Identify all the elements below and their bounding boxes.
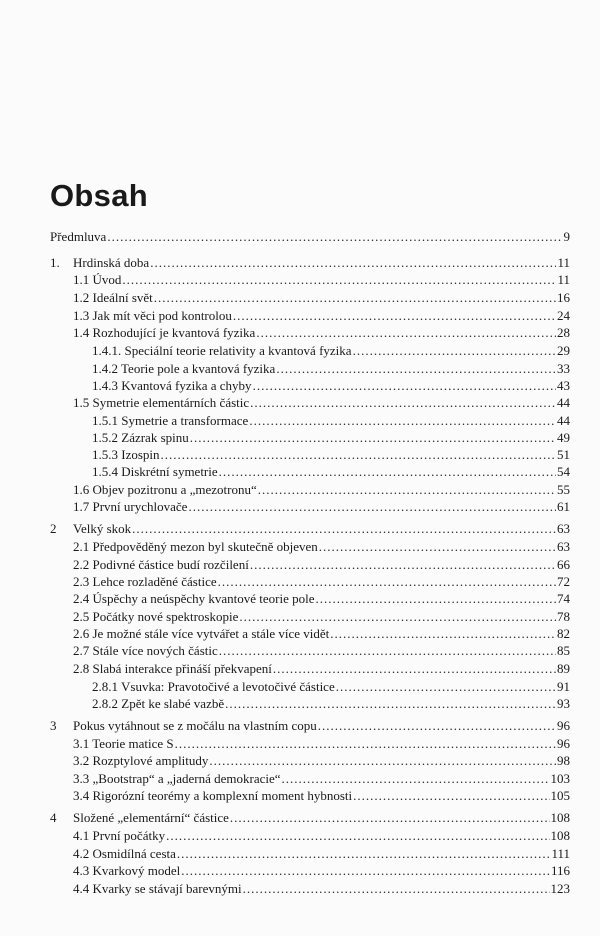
- toc-entry[interactable]: [0, 735, 600, 753]
- chapter-number: 3: [50, 718, 57, 733]
- toc-entry[interactable]: [0, 412, 600, 430]
- page-title: Obsah: [50, 178, 148, 213]
- toc-entry[interactable]: [0, 360, 600, 378]
- page-number: 33: [557, 361, 570, 376]
- toc-entry[interactable]: [0, 556, 600, 574]
- page-number: 24: [557, 308, 570, 323]
- dot-leader: [319, 538, 556, 556]
- entry-title: 1.6 Objev pozitronu a „mezotronu“: [73, 482, 257, 497]
- page-number: 16: [557, 290, 570, 305]
- toc-entry[interactable]: [0, 394, 600, 412]
- toc-entry[interactable]: [0, 446, 600, 464]
- dot-leader: [209, 752, 556, 770]
- page-number: 49: [557, 430, 570, 445]
- page-number: 74: [557, 591, 570, 606]
- toc-entry[interactable]: [0, 342, 600, 360]
- entry-title: 1.1 Úvod: [73, 272, 122, 287]
- dot-leader: [336, 678, 556, 696]
- entry-title: 4.4 Kvarky se stávají barevnými: [73, 881, 242, 896]
- toc-entry[interactable]: [0, 429, 600, 447]
- page-number: 51: [557, 447, 570, 462]
- page-number: 96: [557, 718, 570, 733]
- toc-entry[interactable]: [0, 752, 600, 770]
- toc-entry[interactable]: [0, 625, 600, 643]
- dot-leader: [353, 342, 556, 360]
- page-number: 98: [557, 753, 570, 768]
- page-number: 72: [557, 574, 570, 589]
- dot-leader: [107, 228, 562, 246]
- dot-leader: [353, 787, 549, 805]
- dot-leader: [132, 520, 556, 538]
- entry-title: 2.8.2 Zpět ke slabé vazbě: [92, 696, 225, 711]
- dot-leader: [175, 735, 556, 753]
- entry-title: 2.7 Stále více nových částic: [73, 643, 218, 658]
- page-number: 105: [550, 788, 570, 803]
- dot-leader: [154, 289, 556, 307]
- page-number: 89: [557, 661, 570, 676]
- entry-title: 1.4.1. Speciální teorie relativity a kvantová fyzika: [92, 343, 352, 358]
- dot-leader: [243, 880, 550, 898]
- page-number: 96: [557, 736, 570, 751]
- dot-leader: [219, 463, 556, 481]
- toc-entry[interactable]: [0, 573, 600, 591]
- dot-leader: [181, 862, 550, 880]
- dot-leader: [318, 717, 556, 735]
- page-number: 11: [557, 255, 570, 270]
- entry-title: 3.2 Rozptylové amplitudy: [73, 753, 209, 768]
- toc-entry[interactable]: [0, 377, 600, 395]
- entry-title: Předmluva: [50, 229, 107, 244]
- dot-leader: [250, 394, 556, 412]
- dot-leader: [250, 556, 556, 574]
- toc-entry[interactable]: [0, 770, 600, 788]
- entry-title: 2.3 Lehce rozladěné částice: [73, 574, 217, 589]
- dot-leader: [218, 573, 556, 591]
- chapter-number: 1.: [50, 255, 60, 270]
- dot-leader: [177, 845, 551, 863]
- entry-title: 1.4 Rozhodující je kvantová fyzika: [73, 325, 256, 340]
- entry-title: 1.2 Ideální svět: [73, 290, 153, 305]
- entry-title: 3.1 Teorie matice S: [73, 736, 174, 751]
- entry-title: 1.5 Symetrie elementárních částic: [73, 395, 250, 410]
- entry-title: 2.4 Úspěchy a neúspěchy kvantové teorie pole: [73, 591, 315, 606]
- dot-leader: [253, 377, 556, 395]
- entry-title: 2.8.1 Vsuvka: Pravotočivé a levotočivé částice: [92, 679, 335, 694]
- toc-entry[interactable]: [0, 254, 600, 272]
- page-number: 82: [557, 626, 570, 641]
- page-number: 108: [550, 828, 570, 843]
- page-number: 44: [557, 413, 570, 428]
- dot-leader: [330, 625, 556, 643]
- toc-entry[interactable]: [0, 289, 600, 307]
- entry-title: 2.8 Slabá interakce přináší překvapení: [73, 661, 272, 676]
- page-number: 11: [557, 272, 570, 287]
- entry-title: 1.3 Jak mít věci pod kontrolou: [73, 308, 232, 323]
- dot-leader: [273, 660, 556, 678]
- toc-entry[interactable]: [0, 880, 600, 898]
- page-number: 63: [557, 539, 570, 554]
- page-number: 93: [557, 696, 570, 711]
- toc-entry[interactable]: [0, 463, 600, 481]
- entry-title: 1.5.3 Izospin: [92, 447, 160, 462]
- page-number: 66: [557, 557, 570, 572]
- entry-title: Složené „elementární“ částice: [73, 810, 229, 825]
- toc-entry[interactable]: [0, 538, 600, 556]
- page-number: 91: [557, 679, 570, 694]
- entry-title: 2.5 Počátky nové spektroskopie: [73, 609, 239, 624]
- page-number: 111: [551, 846, 570, 861]
- toc-entry[interactable]: [0, 845, 600, 863]
- entry-title: 1.4.2 Teorie pole a kvantová fyzika: [92, 361, 276, 376]
- entry-title: 1.4.3 Kvantová fyzika a chyby: [92, 378, 252, 393]
- page-number: 63: [557, 521, 570, 536]
- toc-entry[interactable]: [0, 809, 600, 827]
- entry-title: 4.3 Kvarkový model: [73, 863, 181, 878]
- dot-leader: [256, 324, 556, 342]
- dot-leader: [258, 481, 556, 499]
- entry-title: 2.2 Podivné částice budí rozčilení: [73, 557, 249, 572]
- toc-entry[interactable]: [0, 307, 600, 325]
- dot-leader: [276, 360, 556, 378]
- entry-title: Hrdinská doba: [73, 255, 150, 270]
- dot-leader: [190, 429, 556, 447]
- page-number: 61: [557, 499, 570, 514]
- entry-title: Velký skok: [73, 521, 132, 536]
- toc-entry[interactable]: [0, 228, 600, 246]
- toc-entry[interactable]: [0, 642, 600, 660]
- entry-title: 2.6 Je možné stále více vytvářet a stále více vidět: [73, 626, 330, 641]
- entry-title: Pokus vytáhnout se z močálu na vlastním copu: [73, 718, 317, 733]
- dot-leader: [161, 446, 556, 464]
- entry-title: 1.5.2 Zázrak spinu: [92, 430, 189, 445]
- toc-entry[interactable]: [0, 717, 600, 735]
- toc-entry[interactable]: [0, 695, 600, 713]
- dot-leader: [233, 307, 556, 325]
- page-number: 108: [550, 810, 570, 825]
- dot-leader: [230, 809, 550, 827]
- dot-leader: [249, 412, 556, 430]
- page-number: 44: [557, 395, 570, 410]
- toc-entry[interactable]: [0, 678, 600, 696]
- page-number: 55: [557, 482, 570, 497]
- dot-leader: [122, 271, 556, 289]
- chapter-number: 2: [50, 521, 57, 536]
- entry-title: 4.2 Osmidílná cesta: [73, 846, 176, 861]
- page-number: 78: [557, 609, 570, 624]
- dot-leader: [239, 608, 556, 626]
- toc-entry[interactable]: [0, 660, 600, 678]
- dot-leader: [316, 590, 556, 608]
- toc-entry[interactable]: [0, 590, 600, 608]
- entry-title: 2.1 Předpověděný mezon byl skutečně objeven: [73, 539, 318, 554]
- toc-entry[interactable]: [0, 498, 600, 516]
- toc-entry[interactable]: [0, 271, 600, 289]
- dot-leader: [282, 770, 550, 788]
- toc-entry[interactable]: [0, 827, 600, 845]
- page-number: 43: [557, 378, 570, 393]
- entry-title: 3.4 Rigorózní teorémy a komplexní moment hybnosti: [73, 788, 353, 803]
- page-number: 85: [557, 643, 570, 658]
- page-number: 123: [550, 881, 570, 896]
- entry-title: 3.3 „Bootstrap“ a „jaderná demokracie“: [73, 771, 281, 786]
- toc-entry[interactable]: [0, 481, 600, 499]
- toc-entry[interactable]: [0, 787, 600, 805]
- toc-entry[interactable]: [0, 520, 600, 538]
- page-number: 9: [563, 229, 570, 244]
- page-number: 103: [550, 771, 570, 786]
- entry-title: 1.5.4 Diskrétní symetrie: [92, 464, 218, 479]
- page-number: 28: [557, 325, 570, 340]
- dot-leader: [219, 642, 556, 660]
- dot-leader: [188, 498, 556, 516]
- page-number: 29: [557, 343, 570, 358]
- toc-entry[interactable]: [0, 608, 600, 626]
- dot-leader: [166, 827, 549, 845]
- toc-entry[interactable]: [0, 324, 600, 342]
- toc-entry[interactable]: [0, 862, 600, 880]
- dot-leader: [225, 695, 556, 713]
- chapter-number: 4: [50, 810, 57, 825]
- entry-title: 4.1 První počátky: [73, 828, 166, 843]
- page-number: 116: [550, 863, 570, 878]
- dot-leader: [150, 254, 556, 272]
- entry-title: 1.7 První urychlovače: [73, 499, 188, 514]
- page-number: 54: [557, 464, 570, 479]
- entry-title: 1.5.1 Symetrie a transformace: [92, 413, 249, 428]
